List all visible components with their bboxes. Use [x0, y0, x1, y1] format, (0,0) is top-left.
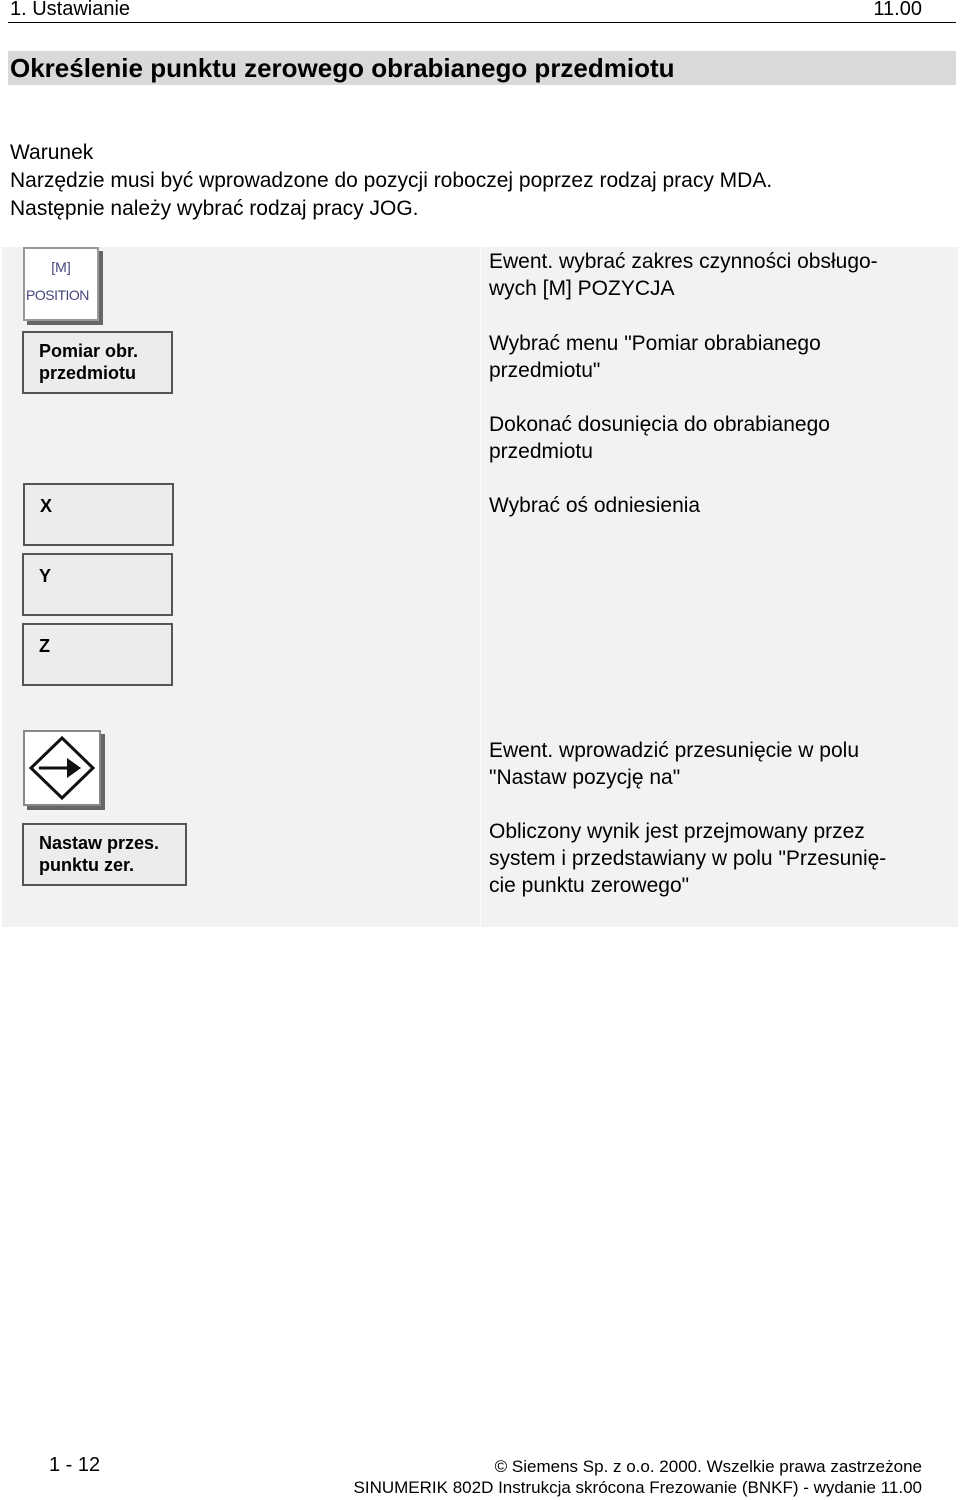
step-line: przedmiotu"	[489, 359, 601, 382]
header-rule	[8, 22, 956, 23]
page-number: 1 - 12	[49, 1454, 101, 1476]
softkey-label: Nastaw przes.	[39, 833, 160, 853]
softkey-label: przedmiotu	[39, 363, 136, 383]
axis-z-softkey[interactable]	[22, 623, 173, 686]
softkey-label: X	[40, 496, 53, 516]
measure-workpiece-softkey[interactable]	[22, 331, 173, 394]
softkey-label: punktu zer.	[39, 855, 135, 875]
header-section: 1. Ustawianie	[10, 0, 131, 20]
axis-x-softkey[interactable]	[23, 483, 174, 546]
step-line: Ewent. wprowadzić przesunięcie w polu	[489, 739, 860, 762]
softkey-label: Z	[39, 636, 50, 656]
intro-block	[10, 139, 772, 223]
diamond-arrow-icon	[25, 732, 99, 804]
step-text	[489, 330, 939, 384]
step-line: Ewent. wybrać zakres czynności obsługo-	[489, 250, 878, 273]
set-zero-offset-softkey[interactable]	[22, 823, 187, 886]
step-line: Wybrać menu "Pomiar obrabianego	[489, 332, 821, 355]
panel-divider	[480, 247, 481, 927]
step-line: Obliczony wynik jest przejmowany przez	[489, 820, 865, 843]
step-line: Wybrać oś odniesienia	[489, 494, 701, 517]
axis-y-softkey[interactable]	[22, 553, 173, 616]
position-key-icon[interactable]	[23, 247, 99, 321]
footer-document: SINUMERIK 802D Instrukcja skrócona Frezowanie (BNKF) - wydanie 11.00	[353, 1478, 922, 1497]
intro-heading: Warunek	[10, 141, 94, 164]
step-line: "Nastaw pozycję na"	[489, 766, 681, 789]
header-version: 11.00	[873, 0, 922, 20]
step-line: system i przedstawiany w polu "Przesunię-	[489, 847, 887, 870]
step-line: cie punktu zerowego"	[489, 874, 690, 897]
step-line: wych [M] POZYCJA	[489, 277, 675, 300]
intro-line: Narzędzie musi być wprowadzone do pozycji roboczej poprzez rodzaj pracy MDA.	[10, 169, 773, 192]
step-text	[489, 492, 939, 519]
page-title: Określenie punktu zerowego obrabianego przedmiotu	[10, 53, 675, 83]
set-arrow-diamond-icon[interactable]	[23, 730, 101, 806]
softkey-label: Pomiar obr.	[39, 341, 139, 361]
step-line: Dokonać dosunięcia do obrabianego	[489, 413, 830, 436]
step-text	[489, 737, 939, 791]
step-text	[489, 411, 939, 465]
step-text	[489, 818, 939, 899]
softkey-label: Y	[39, 566, 52, 586]
footer-copyright: © Siemens Sp. z o.o. 2000. Wszelkie prawa zastrzeżone	[494, 1457, 922, 1476]
intro-line: Następnie należy wybrać rodzaj pracy JOG.	[10, 197, 419, 220]
step-line: przedmiotu	[489, 440, 593, 463]
step-text	[489, 248, 939, 302]
position-key-top-label: [M]	[51, 259, 71, 275]
position-key-bottom-label: POSITION	[26, 287, 89, 303]
